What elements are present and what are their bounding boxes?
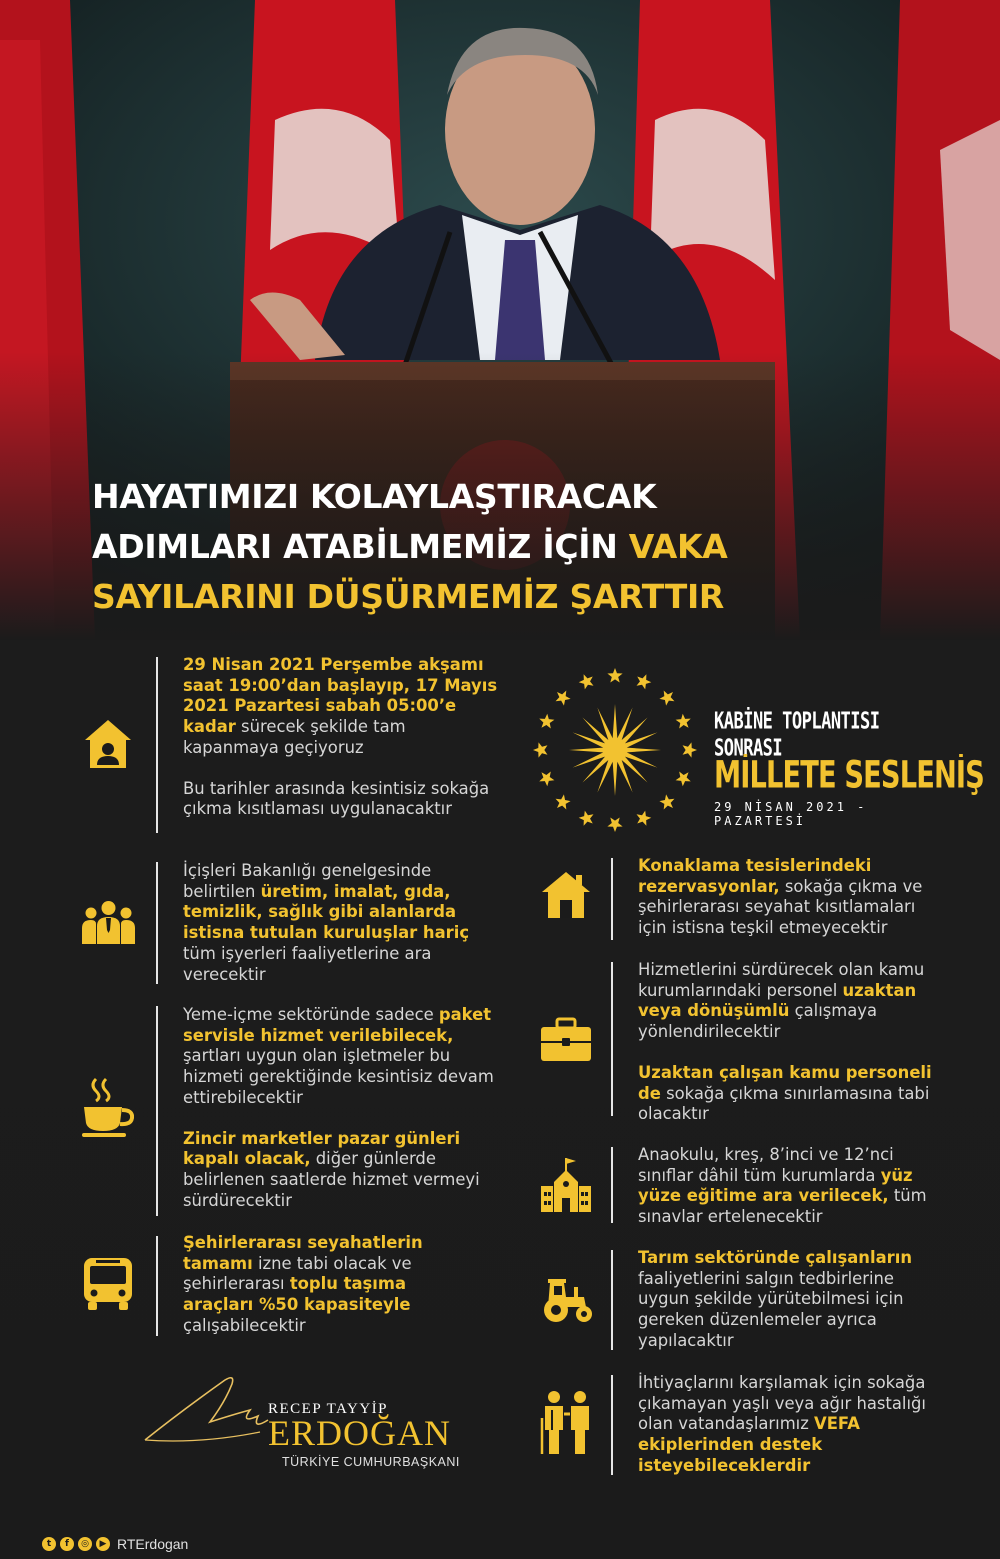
right-item-3 <box>638 1145 938 1228</box>
left-item-3-b-post: diğer günlerde belirlenen saatlerde hizmet vermeyi sürdürecektir <box>183 1149 480 1210</box>
seal-star <box>579 674 594 689</box>
left-item-4-post: çalışabilecektir <box>183 1315 306 1335</box>
divider-right-2 <box>611 962 613 1116</box>
school-building-icon <box>540 1156 592 1214</box>
left-item-3-a-post: şartları uygun olan işletmeler bu hizmeti gerektiğinde kesintisiz devam ettirebilecektir <box>183 1046 494 1107</box>
left-item-4 <box>183 1233 463 1337</box>
event-title-line-2: MİLLETE SESLENİŞ <box>714 754 984 798</box>
left-item-3-p2 <box>183 1129 503 1212</box>
right-item-2-p2 <box>638 1063 948 1125</box>
seal-star <box>676 714 691 729</box>
left-item-1-text: sürecek şekilde tam kapanmaya geçiyoruz <box>183 717 406 757</box>
headline-line-2 <box>92 522 912 572</box>
house-icon <box>540 870 592 920</box>
signature-last-name: ERDOĞAN <box>268 1413 451 1453</box>
divider-left-3 <box>156 1006 158 1216</box>
right-item-5-p <box>638 1373 948 1477</box>
headline-line-2-yellow: VAKA <box>628 527 728 566</box>
left-item-4-mid: izne tabi olacak ve şehirlerarası <box>183 1253 412 1294</box>
event-date: 29 NİSAN 2021 - PAZARTESİ <box>714 800 868 828</box>
right-item-5-highlight: VEFA ekiplerinden destek isteyebileceklerdir <box>638 1414 860 1475</box>
instagram-icon[interactable]: ◎ <box>78 1537 92 1551</box>
facebook-icon[interactable]: f <box>60 1537 74 1551</box>
coffee-cup-icon <box>82 1077 134 1139</box>
seal-star <box>539 714 554 729</box>
right-item-3-p <box>638 1145 938 1228</box>
seal-star <box>533 742 547 757</box>
briefcase-icon <box>540 1017 592 1063</box>
seal-star <box>607 818 622 832</box>
signature-title: TÜRKİYE CUMHURBAŞKANI <box>282 1455 460 1469</box>
twitter-icon[interactable]: t <box>42 1537 56 1551</box>
right-item-4 <box>638 1248 938 1352</box>
right-item-1-p <box>638 856 938 939</box>
left-item-3-a-pre: Yeme-içme sektöründe sadece <box>183 1005 439 1024</box>
divider-right-1 <box>611 858 613 940</box>
tractor-icon <box>540 1277 594 1323</box>
seal-star <box>676 772 691 787</box>
right-item-2-p1 <box>638 960 948 1043</box>
youtube-icon[interactable]: ▶ <box>96 1537 110 1551</box>
right-item-2-a-pre: Hizmetlerini sürdürecek olan kamu kurumlarındaki personel <box>638 960 925 1000</box>
left-item-4-p <box>183 1233 463 1337</box>
seal-star <box>579 811 594 826</box>
left-item-3-b-highlight: Zincir marketler pazar günleri kapalı olacak, <box>183 1128 461 1169</box>
signature-first-name: RECEP TAYYİP <box>268 1401 389 1417</box>
seal-star <box>556 794 571 809</box>
seal-star <box>607 668 622 682</box>
left-item-2-pre: İçişleri Bakanlığı genelgesinde belirtilen <box>183 861 432 901</box>
seal-star <box>556 691 571 706</box>
right-item-5-pre: İhtiyaçlarını karşılamak için sokağa çıkamayan yaşlı veya ağır hastalığı olan vatandaşlarımız <box>638 1373 926 1434</box>
workers-group-icon <box>82 900 135 945</box>
left-item-2-post: tüm işyerleri faaliyetlerine ara verecektir <box>183 943 432 984</box>
left-item-4-highlight-2: toplu taşıma araçları %50 kapasiteyle <box>183 1274 411 1315</box>
left-item-4-highlight-1: Şehirlerarası seyahatlerin tamamı <box>183 1233 423 1273</box>
right-item-1-post: sokağa çıkma ve şehirlerarası seyahat kısıtlamaları için istisna teşkil etmeyecektir <box>638 876 923 938</box>
seal-sun <box>569 704 661 796</box>
social-bar <box>42 1536 188 1552</box>
left-item-3-a-highlight: paket servisle hizmet verilebilecek, <box>183 1005 492 1045</box>
right-item-4-post: faaliyetlerini salgın tedbirlerine uygun şekilde yürütebilmesi için gereken düzenlemeler ayrıca yapılacaktır <box>638 1268 904 1350</box>
headline <box>92 472 912 622</box>
right-item-3-highlight: yüz yüze eğitime ara verilecek, <box>638 1165 913 1206</box>
left-item-2-highlight: üretim, imalat, gıda, temizlik, sağlık gibi alanlarda istisna tutulan kuruluşlar hariç <box>183 881 470 943</box>
right-item-3-post: tüm sınavlar ertelenecektir <box>638 1186 927 1227</box>
headline-line-1: HAYATIMIZI KOLAYLAŞTIRACAK <box>92 477 657 516</box>
divider-right-5 <box>611 1375 613 1475</box>
left-item-2 <box>183 861 483 985</box>
divider-right-4 <box>611 1250 613 1350</box>
left-item-2-p <box>183 861 483 985</box>
bus-icon <box>82 1256 134 1311</box>
seal-star <box>637 674 652 689</box>
divider-right-3 <box>611 1147 613 1223</box>
social-handle[interactable]: RTErdogan <box>117 1536 189 1552</box>
right-item-2-b-post: sokağa çıkma sınırlamasına tabi olacaktır <box>638 1083 930 1124</box>
divider-left-4 <box>156 1236 158 1336</box>
seal-star <box>539 772 554 787</box>
right-item-1 <box>638 856 938 939</box>
divider-left-1 <box>156 657 158 833</box>
event-title-line-1: KABİNE TOPLANTISI SONRASI <box>714 708 880 762</box>
left-item-3-p1 <box>183 1005 503 1109</box>
event-title <box>714 708 984 828</box>
left-item-1-highlight: 29 Nisan 2021 Perşembe akşamı saat 19:00’dan başlayıp, 17 Mayıs 2021 Pazartesi sabah 05:00’e kadar <box>183 655 498 737</box>
left-item-1 <box>183 655 503 820</box>
headline-line-2-white: ADIMLARI ATABİLMEMİZ İÇİN <box>92 527 618 566</box>
left-item-1-p1 <box>183 655 503 759</box>
right-item-3-pre: Anaokulu, kreş, 8’inci ve 12’nci sınıflar dâhil tüm kurumlarda <box>638 1145 894 1185</box>
divider-left-2 <box>156 862 158 984</box>
left-item-3 <box>183 1005 503 1211</box>
right-item-2 <box>638 960 948 1125</box>
seal-star <box>683 742 697 757</box>
right-item-4-highlight: Tarım sektöründe çalışanların <box>638 1248 913 1267</box>
right-item-5 <box>638 1373 948 1477</box>
house-person-icon <box>83 718 133 770</box>
presidential-seal-icon <box>532 667 698 833</box>
seal-star <box>659 794 674 809</box>
seal-star <box>637 811 652 826</box>
headline-line-3: SAYILARINI DÜŞÜRMEMİZ ŞARTTIR <box>92 577 725 616</box>
left-item-1-p2: Bu tarihler arasında kesintisiz sokağa çıkma kısıtlaması uygulanacaktır <box>183 778 490 819</box>
elderly-support-icon <box>540 1390 594 1456</box>
right-item-4-p <box>638 1248 938 1352</box>
right-item-2-a-post: çalışmaya yönlendirilecektir <box>638 1001 878 1042</box>
right-item-2-a-highlight: uzaktan veya dönüşümlü <box>638 980 917 1021</box>
right-item-1-highlight: Konaklama tesislerindeki rezervasyonlar, <box>638 856 872 896</box>
right-item-2-b-highlight: Uzaktan çalışan kamu personeli de <box>638 1062 932 1103</box>
seal-star <box>659 691 674 706</box>
